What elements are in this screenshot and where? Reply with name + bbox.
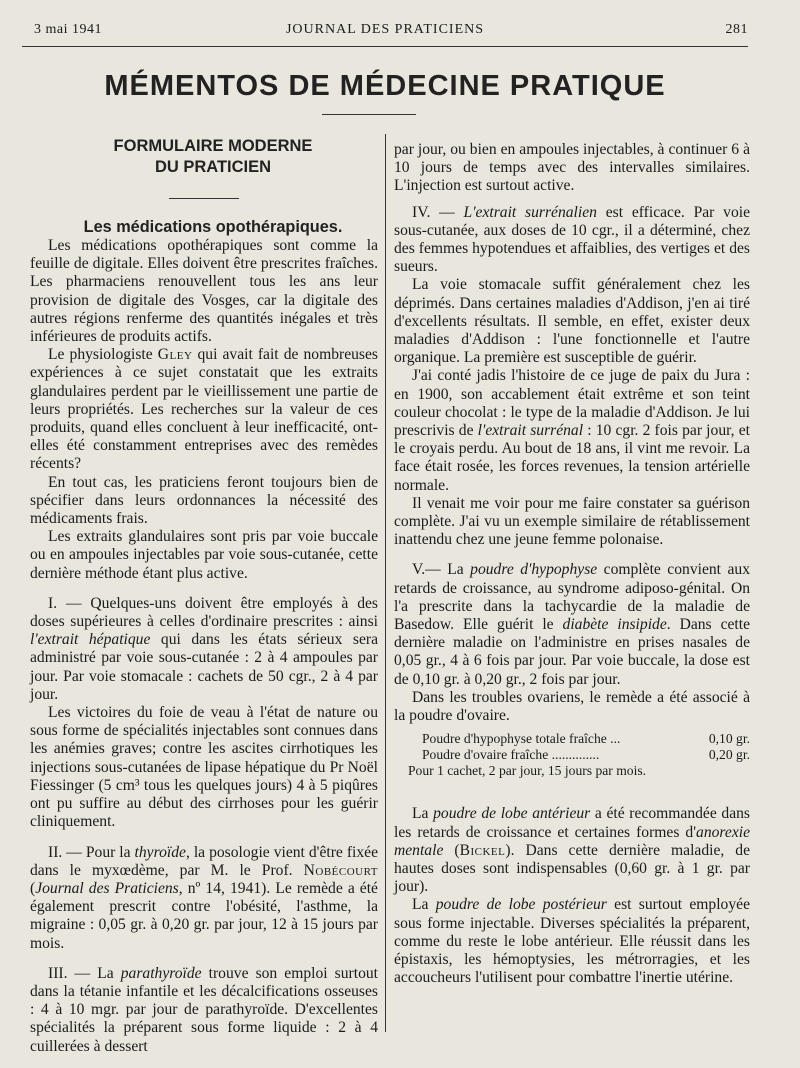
paragraph: La poudre de lobe antérieur a été recommandée dans les retards de croissance et certaines formes d'anorexie mentale (Bickel). Dans cette dernière maladie, de hautes doses sont indispensables (0,60 gr. à 1 gr. par jour). xyxy=(394,805,751,896)
paragraph: Les extraits glandulaires sont pris par voie buccale ou en ampoules injectables par voie sous-cutanée, cette dernière méthode étant plus active. xyxy=(30,528,378,582)
page-number: 281 xyxy=(725,22,748,37)
paragraph: La voie stomacale suffit généralement chez les déprimés. Dans certaines maladies d'Addison, j'en ai tiré d'excellents résultats. Il semble, en effet, exister deux maladies d'Addison : l'une fonctionnelle et l'autre organique. La première est susceptible de guérir. xyxy=(394,276,750,367)
paragraph: II. — Pour la thyroïde, la posologie vient d'être fixée dans le myxœdème, par M. le Prof. Nobécourt (Journal des Praticiens, nº 14, 1941). Le remède a été également prescrit contre l'obésité, l'asthme, la migraine : 0,05 gr. à 0,20 gr. par jour, 12 à 15 jours par mois. xyxy=(30,843,378,952)
paragraph: Les victoires du foie de veau à l'état de nature ou sous forme de spécialités injectables sont connues dans les anémies graves; contre les ascites cirrhotiques les injections sous-cutanées de lipase hépatique du Pr Noël Fiessinger (5 cm³ tous les quelques jours) 4 à 5 piqûres ont pu suffire au début des cirrhoses pour les guérir cliniquement. xyxy=(30,704,378,831)
paragraph: En tout cas, les praticiens feront toujours bien de spécifier dans leurs ordonnances la nécessité des médicaments frais. xyxy=(30,473,378,528)
column-divider xyxy=(385,134,386,1032)
formula-row: Poudre d'ovaire fraîche .............. 0,20 gr. xyxy=(422,747,750,763)
paragraph: Dans les troubles ovariens, le remède a été associé à la poudre d'ovaire. xyxy=(394,688,750,725)
formula-row: Poudre d'hypophyse totale fraîche ... 0,10 gr. xyxy=(422,731,750,747)
title-rule xyxy=(322,114,416,115)
paragraph: par jour, ou bien en ampoules injectables, à continuer 6 à 10 jours de temps avec des intervalles similaires. L'injection est surtout active. xyxy=(394,141,750,195)
right-column xyxy=(394,141,750,987)
running-header xyxy=(22,22,748,42)
author-name: Gley xyxy=(157,346,193,364)
formula-footnote: Pour 1 cachet, 2 par jour, 15 jours par mois. xyxy=(408,763,647,779)
section-title: Les médications opothérapiques. xyxy=(83,218,343,236)
paragraph: Il venait me voir pour me faire constater sa guérison complète. J'ai vu un exemple similaire de rétablissement inattendu chez une jeune femme polonaise. xyxy=(394,494,750,549)
page-title: MÉMENTOS DE MÉDECINE PRATIQUE xyxy=(104,70,666,102)
paragraph: Le physiologiste Gley qui avait fait de nombreuses expériences à ce sujet constatait que les extraits glandulaires perdent par le vieillissement une partie de leurs propriétés. Les recherches sur la valeur de ces produits, quand elles concluent à leur inefficacité, ont-elles été constamment entreprises avec des remèdes récents? xyxy=(30,346,378,473)
paragraph: La poudre de lobe postérieur est surtout employée sous forme injectable. Diverses spécialités la préparent, comme du reste le lobe antérieur. Elle réussit dans les épistaxis, les hémoptysies, les métrorragies, et les accoucheurs l'utilisent pour combattre l'inertie utérine. xyxy=(394,896,750,987)
paragraph: V.— La poudre d'hypophyse complète convient aux retards de croissance, au syndrome adiposo-génital. On l'a prescrite dans la tachycardie de la maladie de Basedow. Elle guérit le diabète insipide. Dans cette dernière maladie on l'administre en prises nasales de 0,05 gr., 4 à 6 fois par jour. Par voie buccale, la dose est de 0,10 gr. à 0,20 gr., 2 fois par jour. xyxy=(394,561,750,688)
issue-date: 3 mai 1941 xyxy=(34,22,102,37)
prescription-formula xyxy=(394,731,750,779)
header-rule xyxy=(22,46,748,47)
paragraph: IV. — L'extrait surrénalien est efficace. Par voie sous-cutanée, aux doses de 10 cgr., il a déterminé, chez des femmes hypotendues et affaiblies, des vertiges et des sueurs. xyxy=(394,203,750,276)
author-name: Nobécourt xyxy=(303,861,378,879)
journal-name: JOURNAL DES PRATICIENS xyxy=(285,22,485,37)
rubric-line-1: FORMULAIRE MODERNE xyxy=(113,137,313,155)
left-column xyxy=(30,136,378,1056)
rubric-rule xyxy=(169,198,239,199)
paragraph: J'ai conté jadis l'histoire de ce juge de paix du Jura : en 1900, son accablement était extrême et son teint couleur chocolat : le type de la maladie d'Addison. Je lui prescrivis de l'extrait surrénal : 10 cgr. 2 fois par jour, et le croyais perdu. Au bout de 18 ans, il vint me revoir. La face était rosée, les forces revenues, la tension artérielle normale. xyxy=(394,367,750,494)
rubric-line-2: DU PRATICIEN xyxy=(154,158,272,176)
paragraph: III. — La parathyroïde trouve son emploi surtout dans la tétanie infantile et les décalcifications osseuses : 4 à 10 mgr. par jour de parathyroïde. D'excellentes spécialités la préparent sous forme liquide : 2 à 4 cuillerées à dessert xyxy=(30,964,378,1055)
paragraph: Les médications opothérapiques sont comme la feuille de digitale. Elles doivent être prescrites fraîches. Les pharmaciens renouvellent tous les ans leur provision de digitale des Vosges, car la digitale des autres régions renferme des quantités inégales et très inférieures de produits actifs. xyxy=(30,237,378,346)
paragraph: I. — Quelques-uns doivent être employés à des doses supérieures à celles d'ordinaire prescrites : ainsi l'extrait hépatique qui dans les états sérieux sera administré par voie sous-cutanée : 2 à 4 ampoules par jour. Par voie stomacale : cachets de 50 cgr., 2 à 4 par jour. xyxy=(30,594,379,703)
author-name: Bickel xyxy=(459,841,506,859)
